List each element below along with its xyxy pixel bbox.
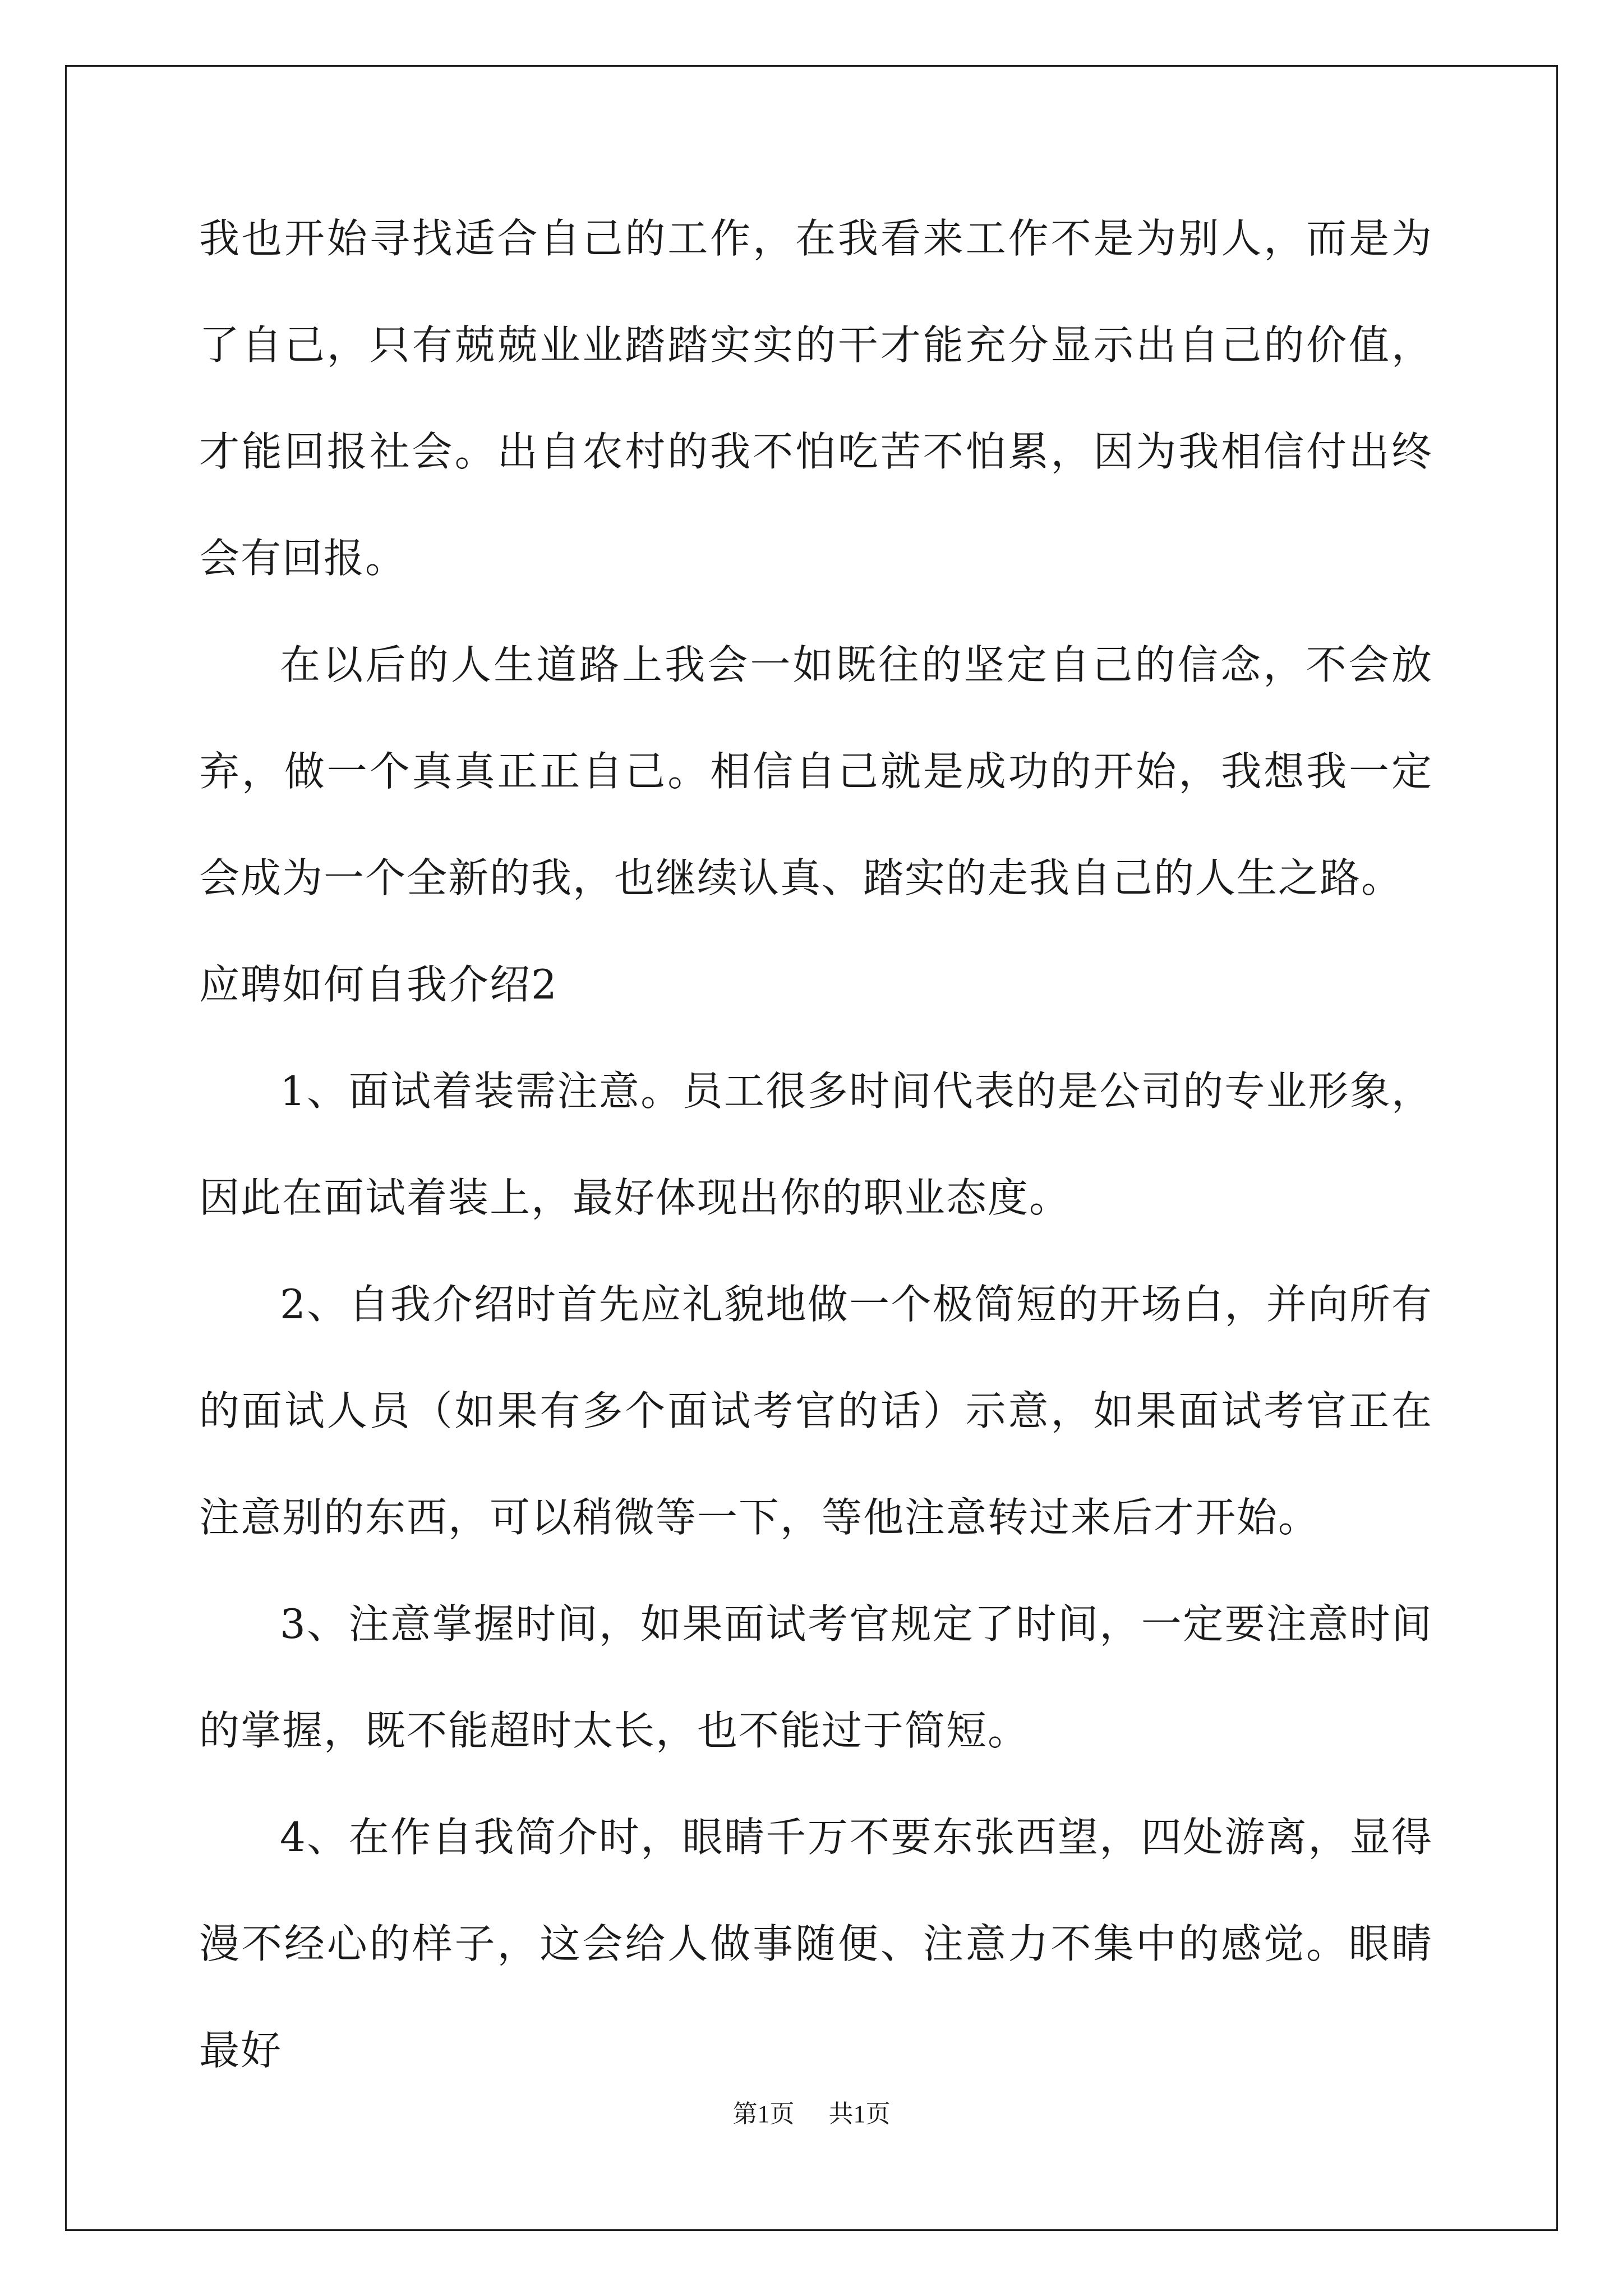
page-total: 共1页 (828, 2100, 891, 2128)
page-number: 第1页 (732, 2100, 795, 2128)
list-item-4: 4、在作自我简介时，眼睛千万不要东张西望，四处游离，显得漫不经心的样子，这会给人做事随便、注意力不集中的感觉。眼睛最好 (199, 1814, 1433, 2074)
paragraph-1: 我也开始寻找适合自己的工作，在我看来工作不是为别人，而是为了自己，只有兢兢业业踏踏实实的干才能充分显示出自己的价值，才能回报社会。出自农村的我不怕吃苦不怕累，因为我相信付出终会有回报。 (199, 215, 1433, 582)
list-item-2: 2、自我介绍时首先应礼貌地做一个极简短的开场白，并向所有的面试人员（如果有多个面试考官的话）示意，如果面试考官正在注意别的东西，可以稍微等一下，等他注意转过来后才开始。 (199, 1281, 1433, 1541)
list-item-1: 1、面试着装需注意。员工很多时间代表的是公司的专业形象，因此在面试着装上，最好体现出你的职业态度。 (199, 1068, 1433, 1221)
list-item-3: 3、注意掌握时间，如果面试考官规定了时间，一定要注意时间的掌握，既不能超时太长，也不能过于简短。 (199, 1600, 1433, 1754)
document-body (199, 185, 1433, 2104)
section-heading: 应聘如何自我介绍2 (199, 961, 558, 1008)
page-footer (0, 2093, 1623, 2129)
paragraph-2: 在以后的人生道路上我会一如既往的坚定自己的信念，不会放弃，做一个真真正正自己。相信自己就是成功的开始，我想我一定会成为一个全新的我，也继续认真、踏实的走我自己的人生之路。 (199, 641, 1433, 901)
